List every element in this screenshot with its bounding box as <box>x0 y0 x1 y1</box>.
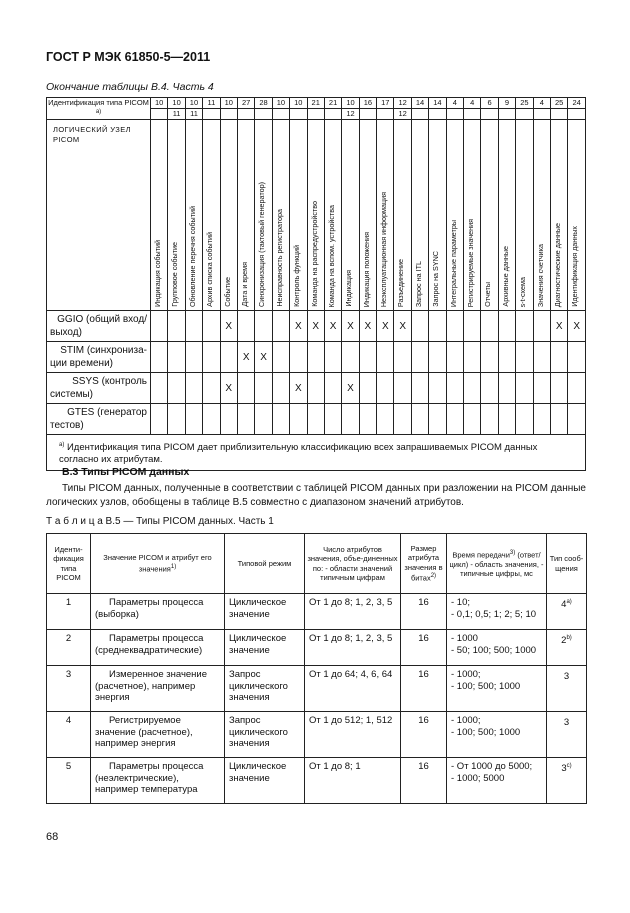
mark-cell: X <box>237 342 254 373</box>
mark-cell <box>464 311 481 342</box>
column-header <box>516 120 533 311</box>
column-header <box>272 120 289 311</box>
mark-cell <box>255 311 272 342</box>
section-paragraph: Типы PICOM данных, полученные в соответствии с таблицей PICOM данных при разложении на PICOM данные логических узлов, обобщены в таблице В.5 совместно с диапазоном значений атрибутов. <box>46 483 586 508</box>
id-subcode <box>377 109 394 120</box>
mark-cell <box>516 373 533 404</box>
mark-cell <box>272 311 289 342</box>
id-code: 21 <box>307 98 324 109</box>
mark-cell <box>498 373 515 404</box>
id-subcode <box>272 109 289 120</box>
id-code: 10 <box>185 98 202 109</box>
mark-cell <box>324 404 341 435</box>
logical-node-label <box>47 311 151 342</box>
cell-id: 4 <box>47 712 91 758</box>
logical-node-label <box>47 404 151 435</box>
document-header: ГОСТ Р МЭК 61850-5—2011 <box>46 50 211 64</box>
mark-cell <box>168 342 185 373</box>
column-header <box>411 120 428 311</box>
column-header-text: Команда на вспом. устройства <box>326 204 336 307</box>
column-header-text: Команда на распредустройство <box>309 201 319 307</box>
cell-time-range: - 1000; <box>451 669 481 680</box>
column-header <box>481 120 498 311</box>
cell-time-typical: - 50; 100; 500; 1000 <box>451 644 537 656</box>
column-header <box>324 120 341 311</box>
column-header-text: Отчеты <box>483 282 493 307</box>
col-header-value: Значение PICOM и атрибут его значения$^{1)}$ <box>91 534 225 594</box>
id-subcode <box>220 109 237 120</box>
col-header-id: Иденти-фикация типа PICOM <box>47 534 91 594</box>
column-header-text: Запрос на ITL <box>413 260 423 307</box>
column-header-text: Значения счетчика <box>535 243 545 307</box>
mark-cell <box>446 342 463 373</box>
cell-type-footnote: c) <box>566 763 572 769</box>
cell-time <box>447 758 547 804</box>
column-header-text: Групповое событие <box>170 242 180 307</box>
mark-cell <box>377 404 394 435</box>
table-b4-part4 <box>46 97 586 471</box>
column-header <box>151 120 168 311</box>
mark-cell <box>255 373 272 404</box>
mark-cell: X <box>550 311 567 342</box>
column-header <box>429 120 446 311</box>
column-header <box>568 120 586 311</box>
table5-caption: Т а б л и ц а В.5 — Типы PICOM данных. Часть 1 <box>46 516 274 527</box>
mark-cell <box>168 373 185 404</box>
column-header-text: Регистрируемые значения <box>466 218 476 307</box>
mark-cell <box>429 373 446 404</box>
column-header <box>185 120 202 311</box>
mark-cell: X <box>324 311 341 342</box>
cell-value: Измеренное значение (расчетное), например энергия <box>91 666 225 712</box>
mark-cell <box>550 404 567 435</box>
cell-size: 16 <box>401 666 447 712</box>
mark-cell <box>481 373 498 404</box>
mark-cell <box>498 311 515 342</box>
cell-attrs: От 1 до 8; 1, 2, 3, 5 <box>305 594 401 630</box>
cell-mode: Циклическое значение <box>225 630 305 666</box>
cell-type <box>547 712 587 758</box>
table-row <box>47 404 586 435</box>
cell-time-typical: - 0,1; 0,5; 1; 2; 5; 10 <box>451 608 537 620</box>
mark-cell <box>568 342 586 373</box>
cell-id: 1 <box>47 594 91 630</box>
footnote-text: Идентификация типа PICOM дает приблизительную классификацию всех запрашиваемых PICOM данных согласно их атрибутам. <box>59 442 538 466</box>
column-header <box>464 120 481 311</box>
cell-time-range: - 1000 <box>451 633 478 644</box>
cell-time <box>447 666 547 712</box>
mark-cell <box>342 342 359 373</box>
cell-id: 5 <box>47 758 91 804</box>
id-code: 4 <box>446 98 463 109</box>
id-code: 10 <box>342 98 359 109</box>
mark-cell <box>237 311 254 342</box>
column-header <box>498 120 515 311</box>
id-code: 14 <box>411 98 428 109</box>
column-header-text: Запрос на SYNC <box>431 251 441 307</box>
col-header-attrs: Число атрибутов значения, объе-диненных по: - области значений типичным цифрам <box>305 534 401 594</box>
id-code: 10 <box>220 98 237 109</box>
mark-cell <box>237 373 254 404</box>
table-row <box>47 373 586 404</box>
cell-type-value: 3 <box>563 671 570 683</box>
mark-cell: X <box>568 311 586 342</box>
col-header-mode: Типовой режим <box>225 534 305 594</box>
mark-cell: X <box>255 342 272 373</box>
column-header <box>220 120 237 311</box>
mark-cell <box>498 342 515 373</box>
cell-type-footnote: а) <box>566 599 572 605</box>
column-header <box>307 120 324 311</box>
id-type-footnote: а) <box>95 108 102 115</box>
column-header-text: Контроль функций <box>292 245 302 307</box>
mark-cell <box>446 404 463 435</box>
column-header <box>394 120 411 311</box>
footnote-marker: а) <box>59 442 65 448</box>
id-subcode: 12 <box>342 109 359 120</box>
mark-cell <box>151 404 168 435</box>
col-header-type: Тип сооб-щения <box>547 534 587 594</box>
mark-cell: X <box>377 311 394 342</box>
mark-cell: X <box>220 373 237 404</box>
mark-cell <box>481 342 498 373</box>
mark-cell: X <box>220 311 237 342</box>
table-b5-part1 <box>46 533 587 804</box>
cell-time <box>447 712 547 758</box>
logical-node-label <box>47 342 151 373</box>
mark-cell: X <box>342 311 359 342</box>
mark-cell <box>464 404 481 435</box>
col-header-size: Размер атрибута значения в битах$^{2)}$ <box>401 534 447 594</box>
id-subcode <box>237 109 254 120</box>
column-header-text: Дата и время <box>239 262 249 307</box>
mark-cell: X <box>394 311 411 342</box>
id-subcode <box>324 109 341 120</box>
cell-time-typical: - 100; 500; 1000 <box>451 680 521 692</box>
cell-time <box>447 594 547 630</box>
id-subcode <box>255 109 272 120</box>
id-subcode <box>568 109 586 120</box>
cell-type <box>547 666 587 712</box>
mark-cell <box>377 373 394 404</box>
table-row <box>47 666 587 712</box>
id-subcode <box>464 109 481 120</box>
logical-node-line: системы) <box>50 389 94 400</box>
cell-type <box>547 758 587 804</box>
logical-node-line: ции времени) <box>50 358 113 369</box>
cell-type <box>547 594 587 630</box>
mark-cell <box>151 342 168 373</box>
column-header-text: Архивные данные <box>500 246 510 307</box>
id-code: 9 <box>498 98 515 109</box>
mark-cell <box>377 342 394 373</box>
column-header-text: Индикация событий <box>153 240 162 307</box>
mark-cell <box>411 311 428 342</box>
column-header <box>359 120 376 311</box>
id-subcode <box>481 109 498 120</box>
cell-value: Параметры процесса (выборка) <box>91 594 225 630</box>
column-header-text: Обновление перечня событий <box>187 205 197 307</box>
id-subcode: 12 <box>394 109 411 120</box>
mark-cell <box>359 404 376 435</box>
cell-time <box>447 630 547 666</box>
mark-cell <box>481 311 498 342</box>
logical-node-header: ЛОГИЧЕСКИЙ УЗЕЛ PICOM <box>47 120 151 311</box>
id-subcode <box>203 109 220 120</box>
mark-cell <box>429 342 446 373</box>
mark-cell <box>533 342 550 373</box>
mark-cell <box>168 404 185 435</box>
id-code: 27 <box>237 98 254 109</box>
id-code: 24 <box>568 98 586 109</box>
mark-cell <box>272 342 289 373</box>
id-subcode <box>151 109 168 120</box>
mark-cell <box>185 342 202 373</box>
id-code: 25 <box>516 98 533 109</box>
mark-cell <box>272 373 289 404</box>
mark-cell <box>533 404 550 435</box>
mark-cell <box>307 373 324 404</box>
id-code: 16 <box>359 98 376 109</box>
id-code: 10 <box>290 98 307 109</box>
column-header-text: Интегральные параметры <box>448 219 458 307</box>
column-header-text: Индикация <box>344 270 354 307</box>
cell-size: 16 <box>401 712 447 758</box>
table-row <box>47 630 587 666</box>
table-row <box>47 342 586 373</box>
mark-cell <box>237 404 254 435</box>
mark-cell <box>394 342 411 373</box>
id-subcode <box>307 109 324 120</box>
id-code: 25 <box>550 98 567 109</box>
mark-cell <box>359 342 376 373</box>
mark-cell <box>533 311 550 342</box>
id-subcode <box>533 109 550 120</box>
column-header <box>533 120 550 311</box>
mark-cell <box>290 342 307 373</box>
mark-cell <box>446 373 463 404</box>
id-subcode: 11 <box>168 109 185 120</box>
column-header <box>550 120 567 311</box>
mark-cell <box>550 342 567 373</box>
mark-cell: X <box>307 311 324 342</box>
id-subcode <box>446 109 463 120</box>
mark-cell <box>151 373 168 404</box>
cell-id: 3 <box>47 666 91 712</box>
mark-cell <box>516 404 533 435</box>
column-header-text: Индикация положения <box>361 231 371 307</box>
id-subcode <box>411 109 428 120</box>
cell-attrs: От 1 до 8; 1, 2, 3, 5 <box>305 630 401 666</box>
mark-cell <box>446 311 463 342</box>
id-code: 4 <box>533 98 550 109</box>
logical-node-line: STIM (синхрониза- <box>60 345 147 356</box>
id-code: 10 <box>272 98 289 109</box>
column-header <box>342 120 359 311</box>
mark-cell <box>185 373 202 404</box>
id-code: 17 <box>377 98 394 109</box>
column-header-text: s-t-схема <box>518 276 528 307</box>
mark-cell <box>203 373 220 404</box>
mark-cell <box>203 404 220 435</box>
cell-id: 2 <box>47 630 91 666</box>
mark-cell <box>151 311 168 342</box>
mark-cell <box>411 404 428 435</box>
cell-time-range: - От 1000 до 5000; <box>451 761 533 772</box>
column-header-text: Неэксплуатационная информация <box>379 191 389 307</box>
cell-attrs: От 1 до 512; 1, 512 <box>305 712 401 758</box>
id-subcode: 11 <box>185 109 202 120</box>
id-subcode <box>498 109 515 120</box>
id-subcode <box>550 109 567 120</box>
mark-cell <box>307 404 324 435</box>
column-header-text: Диагностические данные <box>552 222 562 307</box>
mark-cell <box>307 342 324 373</box>
column-header <box>377 120 394 311</box>
column-header <box>290 120 307 311</box>
cell-type-footnote: b) <box>566 635 572 641</box>
cell-mode: Запрос циклического значения <box>225 712 305 758</box>
mark-cell: X <box>359 311 376 342</box>
mark-cell <box>464 373 481 404</box>
cell-time-range: - 10; <box>451 597 471 608</box>
section-heading: В.3 Типы PICOM данных <box>62 466 190 478</box>
cell-type-value: 3 <box>561 763 567 775</box>
cell-mode: Запрос циклического значения <box>225 666 305 712</box>
mark-cell <box>203 342 220 373</box>
cell-mode: Циклическое значение <box>225 758 305 804</box>
column-header <box>203 120 220 311</box>
mark-cell <box>342 404 359 435</box>
cell-size: 16 <box>401 758 447 804</box>
mark-cell <box>498 404 515 435</box>
cell-size: 16 <box>401 594 447 630</box>
mark-cell <box>220 404 237 435</box>
mark-cell <box>516 342 533 373</box>
mark-cell <box>568 404 586 435</box>
mark-cell <box>516 311 533 342</box>
id-subcode <box>516 109 533 120</box>
cell-time-range: - 1000; <box>451 715 481 726</box>
id-code: 12 <box>394 98 411 109</box>
column-header <box>168 120 185 311</box>
mark-cell: X <box>342 373 359 404</box>
mark-cell <box>359 373 376 404</box>
cell-value: Параметры процесса (среднеквадратические) <box>91 630 225 666</box>
column-header-text: Событие <box>222 277 232 307</box>
logical-node-line: SSYS (контроль <box>72 376 147 387</box>
id-subcode <box>359 109 376 120</box>
cell-mode: Циклическое значение <box>225 594 305 630</box>
cell-type <box>547 630 587 666</box>
table-row <box>47 758 587 804</box>
id-code: 6 <box>481 98 498 109</box>
cell-time-typical: - 1000; 5000 <box>451 772 505 784</box>
cell-type-value: 3 <box>563 717 570 729</box>
logical-node-line: GGIO (общий вход/ <box>57 314 147 325</box>
page-number: 68 <box>46 831 59 843</box>
logical-node-line: GTES (генератор <box>67 407 147 418</box>
mark-cell <box>394 404 411 435</box>
mark-cell <box>185 311 202 342</box>
cell-attrs: От 1 до 8; 1 <box>305 758 401 804</box>
id-code: 11 <box>203 98 220 109</box>
table-row <box>47 594 587 630</box>
table-row <box>47 712 587 758</box>
id-code: 21 <box>324 98 341 109</box>
mark-cell <box>533 373 550 404</box>
mark-cell <box>272 404 289 435</box>
mark-cell <box>411 342 428 373</box>
logical-node-line: тестов) <box>50 420 84 431</box>
mark-cell <box>220 342 237 373</box>
id-code: 14 <box>429 98 446 109</box>
mark-cell <box>411 373 428 404</box>
mark-cell <box>429 311 446 342</box>
id-code: 4 <box>464 98 481 109</box>
mark-cell: X <box>290 311 307 342</box>
id-type-label <box>47 98 151 120</box>
id-type-text: Идентификация типа PICOM <box>48 98 149 108</box>
cell-type-value: 2 <box>561 635 567 647</box>
id-code: 28 <box>255 98 272 109</box>
column-header-text: Идентификация данных <box>570 226 580 307</box>
mark-cell <box>324 342 341 373</box>
table4-caption: Окончание таблицы В.4. Часть 4 <box>46 81 214 93</box>
column-header-text: Синхронизация (тактовый генератор) <box>257 182 267 307</box>
mark-cell: X <box>290 373 307 404</box>
cell-value: Параметры процесса (неэлектрические), например температура <box>91 758 225 804</box>
id-code: 10 <box>151 98 168 109</box>
mark-cell <box>203 311 220 342</box>
cell-size: 16 <box>401 630 447 666</box>
logical-node-label <box>47 373 151 404</box>
mark-cell <box>568 373 586 404</box>
column-header-text: Неисправность регистратора <box>274 209 284 307</box>
mark-cell <box>550 373 567 404</box>
cell-value: Регистрируемое значение (расчетное), например энергия <box>91 712 225 758</box>
id-code: 10 <box>168 98 185 109</box>
mark-cell <box>185 404 202 435</box>
mark-cell <box>324 373 341 404</box>
column-header-text: Разъединение <box>396 258 406 307</box>
mark-cell <box>481 404 498 435</box>
logical-node-line: выход) <box>50 327 82 338</box>
cell-attrs: От 1 до 64; 4, 6, 64 <box>305 666 401 712</box>
column-header <box>255 120 272 311</box>
col-header-time: Время передачи$^{3)}$ (ответ/цикл) - область значения, - типичные цифры, мс <box>447 534 547 594</box>
mark-cell <box>429 404 446 435</box>
mark-cell <box>394 373 411 404</box>
column-header <box>446 120 463 311</box>
id-subcode <box>290 109 307 120</box>
mark-cell <box>255 404 272 435</box>
id-subcode <box>429 109 446 120</box>
mark-cell <box>464 342 481 373</box>
column-header-text: Архив списка событий <box>205 232 215 307</box>
cell-type-value: 4 <box>561 599 567 611</box>
mark-cell <box>168 311 185 342</box>
cell-time-typical: - 100; 500; 1000 <box>451 726 521 738</box>
mark-cell <box>290 404 307 435</box>
column-header <box>237 120 254 311</box>
table-row <box>47 311 586 342</box>
